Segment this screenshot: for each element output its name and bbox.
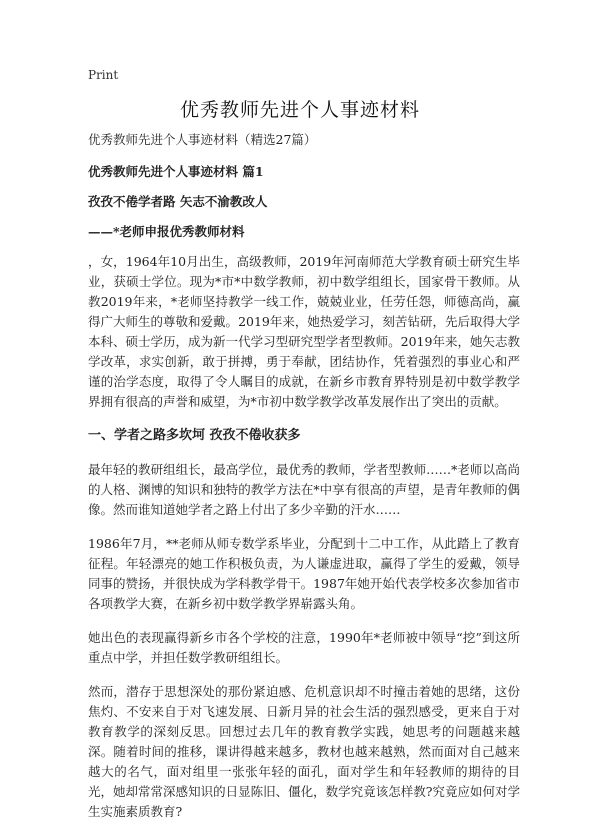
body-paragraph: 然而，潜存于思想深处的那份紧迫感、危机意识却不时撞击着她的思绪，这份焦灼、不安来自于对飞速发展、日新月异的社会生活的强烈感受，更来自于对教育教学的深刻反思。回想过去几年的教育教学实践，她思考的问题越来越深。随着时间的推移，课讲得越来越多，教材也越来越熟，然而面对自己越来越大的名气，面对组里一张张年轻的面孔，面对学生和年轻教师的期待的目光，她却常常深感知识的日显陈旧、僵化，数学究竟该怎样教?究竟应如何对学生实施素质教育? — [88, 684, 520, 819]
print-link[interactable]: Print — [88, 68, 119, 82]
document-body — [88, 130, 520, 836]
body-paragraph: 最年轻的教研组组长，最高学位，最优秀的教师，学者型教师……*老师以高尚的人格、渊博的知识和独特的教学方法在*中享有很高的声望，是青年教师的偶像。然而谁知道她学者之路上付出了多少辛勤的汗水…… — [88, 462, 520, 517]
document-subtitle: 优秀教师先进个人事迹材料（精选27篇） — [88, 132, 317, 147]
body-paragraph: 她出色的表现赢得新乡市各个学校的注意，1990年*老师被中领导“挖”到这所重点中学，并担任数学教研组组长。 — [88, 630, 520, 665]
section-heading: 一、学者之路多坎坷 孜孜不倦收获多 — [88, 428, 301, 443]
document-title: 优秀教师先进个人事迹材料 — [179, 99, 420, 121]
article-motto: 孜孜不倦学者路 矢志不渝教改人 — [88, 194, 268, 209]
article-byline: ——*老师申报优秀教师材料 — [88, 224, 245, 239]
intro-paragraph: ，女，1964年10月出生，高级教师，2019年河南师范大学教育硕士研究生毕业，获硕士学位。现为*市*中数学教师，初中数学组组长，国家骨干教师。从教2019年来，*老师坚持教学一线工作，兢兢业业，任劳任怨，师德高尚，赢得广大师生的尊敬和爱戴。2019年来，她热爱学习，刻苦钻研，先后取得大学本科、硕士学历，成为新一代学习型研究型学者型教师。2019年来，她矢志教学改革，求实创新，敢于拼搏，勇于奉献，团结协作，凭着强烈的事业心和严谨的治学态度，取得了令人瞩目的成就，在新乡市教育界特别是初中数学教学界拥有很高的声誉和威望，为*市初中数学教学改革发展作出了突出的贡献。 — [88, 254, 520, 409]
body-paragraph: 1986年7月，**老师从师专数学系毕业，分配到十二中工作，从此踏上了教育征程。年轻漂亮的她工作积极负责，为人谦虚进取，赢得了学生的爱戴，领导同事的赞扬，并很快成为学科教学骨干。1987年她开始代表学校多次参加省市各项教学大赛，在新乡初中数学教学界崭露头角。 — [88, 536, 520, 611]
article-heading: 优秀教师先进个人事迹材料 篇1 — [88, 164, 264, 179]
